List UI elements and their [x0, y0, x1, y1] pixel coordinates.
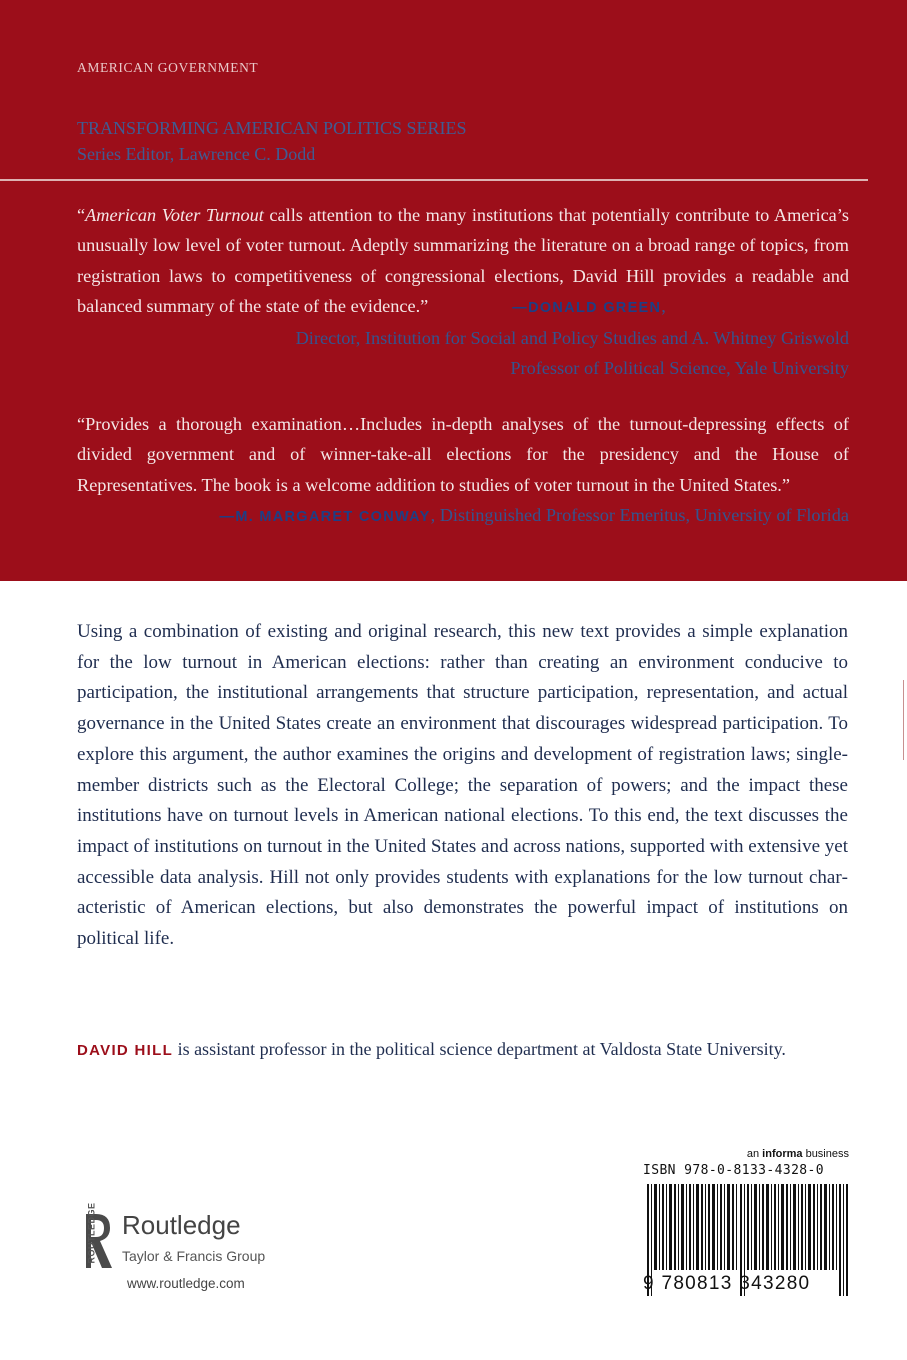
informa-tagline	[747, 1148, 849, 1160]
endorsement-quote-2	[77, 409, 849, 532]
informa-suffix: business	[802, 1148, 849, 1160]
quote-2-attribution-name: —M. MARGARET CONWAY	[219, 508, 431, 525]
isbn-text: ISBN 978-0-8133-4328-0	[643, 1163, 824, 1178]
publisher-url: www.routledge.com	[127, 1276, 245, 1291]
cover-top-panel	[0, 0, 907, 581]
quote-1-attribution-line-1: Director, Institution for Social and Policy Studies and A. Whitney Griswold	[295, 328, 849, 349]
author-name: DAVID HILL	[77, 1042, 174, 1059]
endorsement-quote-1	[77, 200, 849, 384]
quote-1-attribution-line-2: Professor of Political Science, Yale University	[510, 358, 849, 379]
informa-prefix: an	[746, 1148, 763, 1160]
book-title: American Voter Turnout	[85, 205, 264, 225]
quote-open-mark: “	[77, 205, 86, 225]
series-title: TRANSFORMING AMERICAN POLITICS SERIES	[77, 118, 467, 138]
category-label: AMERICAN GOVERNMENT	[77, 60, 259, 75]
publisher-vertical-wordmark: ROUTLEDGE	[86, 1202, 97, 1264]
publisher-name: Routledge	[122, 1210, 241, 1240]
quote-1-attribution-comma: ,	[661, 295, 666, 316]
author-bio	[77, 1039, 867, 1060]
spine-edge-line	[903, 680, 904, 760]
quote-1-text: calls attention to the many institutions that potentially contribute to America’s unusually low level of voter turnout. Adeptly summarizing the literature on a broad range of topics, from registration laws to competitiveness of congressional elections, David Hill provides a readable and balanced summary of the state of the evidence.”	[77, 205, 849, 316]
series-editor: Series Editor, Lawrence C. Dodd	[77, 144, 316, 164]
quote-2-attribution-rest: , Distinguished Professor Emeritus, University of Florida	[430, 504, 849, 525]
quote-1-attribution-name: —DONALD GREEN	[512, 299, 662, 316]
publisher-block	[72, 1204, 332, 1304]
quote-2-text: “Provides a thorough examination…Includes in-depth analyses of the turnout-depressing effects of divided government and of winner-take-all elections for the presidency and the House of Representatives. The book is a welcome addition to studies of voter turnout in the United States.”	[77, 414, 849, 495]
informa-brand: informa	[762, 1148, 803, 1160]
series-block	[77, 115, 467, 167]
book-description: Using a combination of existing and original research, this new text provides a simple explanation for the low turnout in American elections: rather than creating an environment conducive to participation, the institutional arrangements that structure participation, representation, and actual governance in the United States create an environment that discourages widespread participation. To explore this argument, the author examines the origins and development of registration laws; single-member districts such as the Electoral College; the separation of powers; and the impact these institutions have on turnout levels in American national elections. To this end, the text discusses the impact of institutions on turnout in the United States and across nations, supported with extensive yet accessible data analysis. Hill not only provides students with explanations for the low turnout characteristic of American elections, but also demonstrates the powerful impact of institutions on political life.	[77, 621, 848, 950]
divider-rule	[0, 179, 868, 181]
publisher-group: Taylor & Francis Group	[122, 1248, 266, 1264]
author-bio-text: is assistant professor in the political science department at Valdosta State University.	[173, 1039, 786, 1059]
quote-2-attribution	[77, 500, 849, 532]
barcode-digits: 9 780813 343280	[643, 1273, 811, 1294]
